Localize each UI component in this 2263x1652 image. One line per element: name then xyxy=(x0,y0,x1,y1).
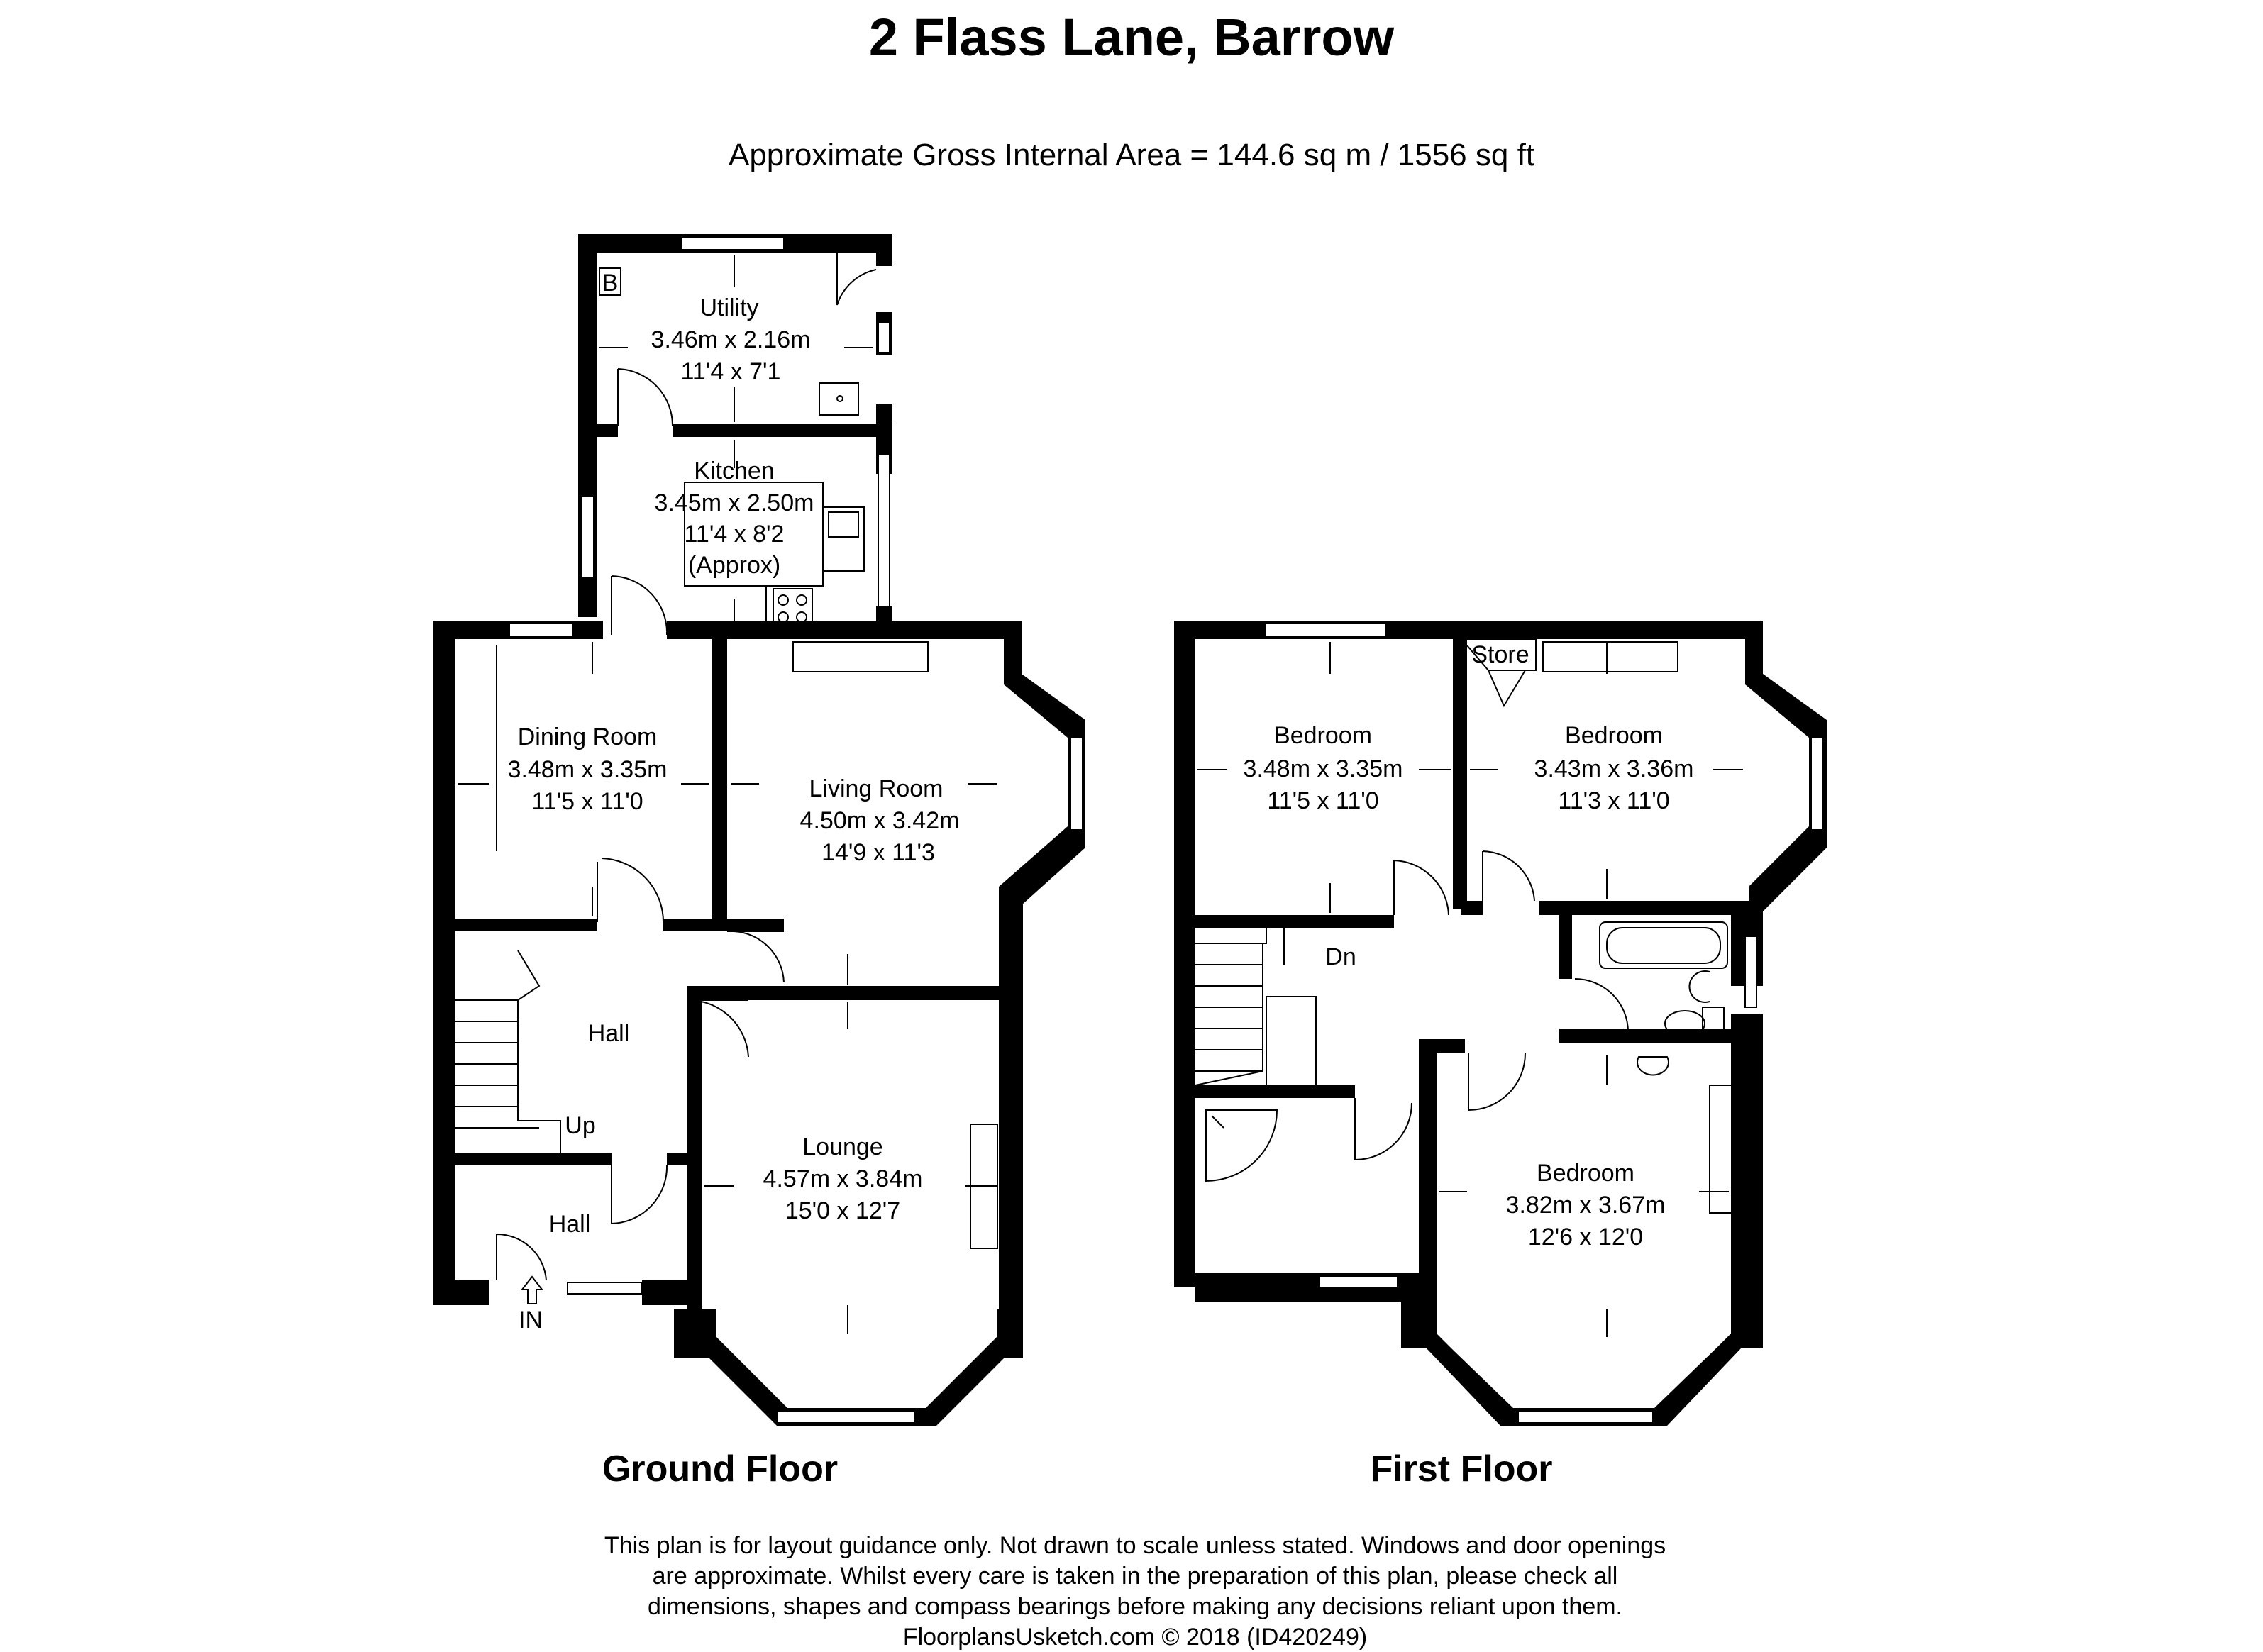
dining-name: Dining Room xyxy=(517,724,658,750)
kitchen-note: (Approx) xyxy=(687,552,781,579)
boiler-label: B xyxy=(602,270,619,296)
utility-name: Utility xyxy=(699,294,759,321)
page-title: 2 Flass Lane, Barrow xyxy=(868,8,1395,67)
first-floor-label: First Floor xyxy=(1370,1448,1553,1490)
stairs-up-label: Up xyxy=(565,1112,596,1139)
first-floor-walls xyxy=(1174,621,1827,1426)
bedroom2-imperial: 11'3 x 11'0 xyxy=(1558,787,1670,814)
stairs-down-label: Dn xyxy=(1325,943,1356,970)
kitchen-name: Kitchen xyxy=(694,458,775,484)
entrance-arrow-icon xyxy=(522,1277,542,1304)
bedroom3-metric: 3.82m x 3.67m xyxy=(1505,1192,1666,1219)
dining-imperial: 11'5 x 11'0 xyxy=(531,788,643,815)
hall-lower-name: Hall xyxy=(548,1211,591,1238)
utility-imperial: 11'4 x 7'1 xyxy=(680,358,781,385)
disclaimer xyxy=(604,1532,1666,1651)
bedroom1-name: Bedroom xyxy=(1274,722,1372,749)
disclaimer-line-3: dimensions, shapes and compass bearings before making any decisions reliant upon them. xyxy=(647,1593,1623,1620)
bedroom1-metric: 3.48m x 3.35m xyxy=(1243,755,1403,782)
first-floor-labels xyxy=(1244,641,1694,1251)
lounge-name: Lounge xyxy=(802,1133,883,1160)
lounge-imperial: 15'0 x 12'7 xyxy=(785,1197,901,1224)
disclaimer-line-1: This plan is for layout guidance only. Not drawn to scale unless stated. Windows and door openings xyxy=(604,1532,1666,1559)
living-name: Living Room xyxy=(809,775,944,802)
living-metric: 4.50m x 3.42m xyxy=(799,807,960,834)
hall-upper-name: Hall xyxy=(587,1020,630,1047)
bedroom1-imperial: 11'5 x 11'0 xyxy=(1267,787,1379,814)
kitchen-metric: 3.45m x 2.50m xyxy=(654,489,814,516)
living-imperial: 14'9 x 11'3 xyxy=(821,839,935,866)
lounge-metric: 4.57m x 3.84m xyxy=(763,1165,923,1192)
kitchen-imperial: 11'4 x 8'2 xyxy=(684,521,785,548)
bedroom3-name: Bedroom xyxy=(1537,1160,1634,1187)
disclaimer-line-2: are approximate. Whilst every care is taken in the preparation of this plan, please check all xyxy=(652,1563,1618,1590)
dining-metric: 3.48m x 3.35m xyxy=(507,756,668,783)
ground-floor-label: Ground Floor xyxy=(602,1448,839,1490)
entrance-label: IN xyxy=(519,1307,543,1334)
bedroom3-imperial: 12'6 x 12'0 xyxy=(1527,1224,1644,1251)
bedroom2-name: Bedroom xyxy=(1565,722,1663,749)
utility-metric: 3.46m x 2.16m xyxy=(651,326,811,353)
bedroom2-metric: 3.43m x 3.36m xyxy=(1534,755,1694,782)
copyright-line: FloorplansUsketch.com © 2018 (ID420249) xyxy=(902,1624,1368,1651)
store-label: Store xyxy=(1471,641,1529,668)
gross-area: Approximate Gross Internal Area = 144.6 sq m / 1556 sq ft xyxy=(728,138,1535,172)
